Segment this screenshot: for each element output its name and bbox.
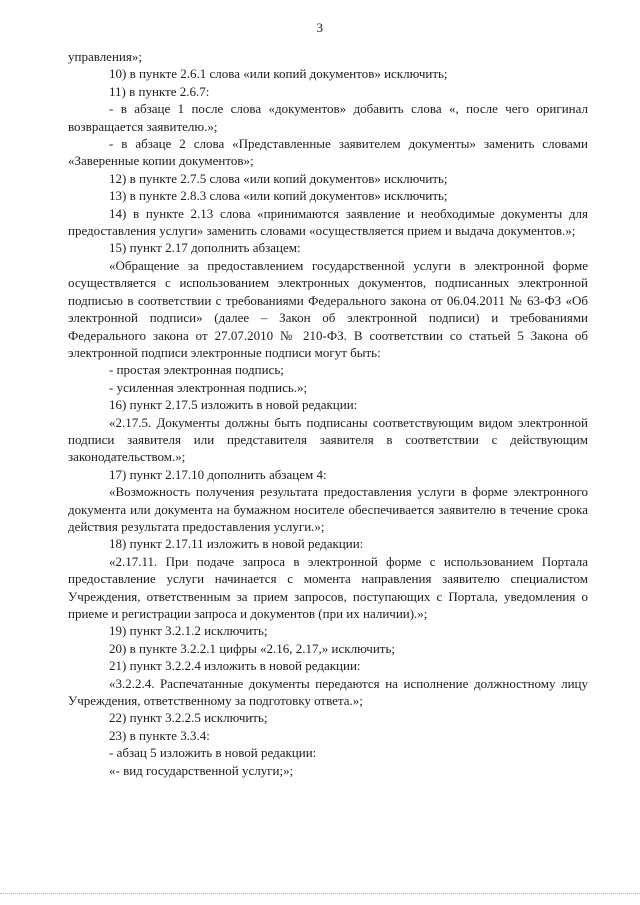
document-paragraph: «Обращение за предоставлением государственной услуги в электронной форме осуществляется с использованием электронных документов, подписанных электронной подписью в соответствии с требованиями Федерального закона от 06.04.2011 № 63-ФЗ «Об электронной подписи» (далее – Закон об электронной подписи) и требованиями Федерального закона от 27.07.2010 № 210-ФЗ. В соответствии со статьей 5 Закона об электронной подписи электронные подписи могут быть: — [68, 257, 588, 360]
page-bottom-edge — [0, 893, 640, 894]
document-paragraph: 10) в пункте 2.6.1 слова «или копий документов» исключить; — [109, 66, 448, 82]
document-paragraph: «2.17.11. При подаче запроса в электронной форме с использованием Портала предоставление услуги начинается с момента направления заявителю специалистом Учреждения, ответственным за прием запросов, поступающих с Портала, уведомления о приеме и регистрации запроса и документов (при их наличии).»; — [68, 553, 588, 621]
document-paragraph: 13) в пункте 2.8.3 слова «или копий документов» исключить; — [109, 188, 448, 204]
document-paragraph: 15) пункт 2.17 дополнить абзацем: — [109, 240, 301, 256]
document-paragraph: 11) в пункте 2.6.7: — [109, 83, 210, 99]
document-paragraph: 18) пункт 2.17.11 изложить в новой редакции: — [109, 536, 364, 552]
document-paragraph: - в абзаце 1 после слова «документов» добавить слова «, после чего оригинал возвращается заявителю.»; — [68, 101, 588, 134]
document-paragraph: 23) в пункте 3.3.4: — [109, 727, 210, 743]
document-paragraph: - абзац 5 изложить в новой редакции: — [109, 745, 317, 761]
document-paragraph: 14) в пункте 2.13 слова «принимаются заявление и необходимые документы для предоставления услуги» заменить словами «осуществляется прием и выдача документов.»; — [68, 205, 588, 239]
page-number: 3 — [316, 20, 324, 35]
document-paragraph: - в абзаце 2 слова «Представленные заявителем документы» заменить словами «Заверенные копии документов»; — [68, 136, 588, 169]
document-paragraph: управления»; — [68, 49, 142, 64]
document-paragraph: «Возможность получения результата предоставления услуги в форме электронного документа или документа на бумажном носителе обеспечивается заявителю в течение срока действия результата предоставления услуги.»; — [68, 484, 588, 534]
document-paragraph: 19) пункт 3.2.1.2 исключить; — [109, 623, 268, 639]
document-paragraph: - усиленная электронная подпись.»; — [109, 379, 308, 395]
document-paragraph: 12) в пункте 2.7.5 слова «или копий документов» исключить; — [109, 170, 448, 186]
document-paragraph: 22) пункт 3.2.2.5 исключить; — [109, 710, 268, 726]
document-paragraph: 17) пункт 2.17.10 дополнить абзацем 4: — [109, 466, 327, 482]
document-paragraph: «2.17.5. Документы должны быть подписаны соответствующим видом электронной подписи заявителя или представителя заявителя в соответствии с действующим законодательством.»; — [68, 414, 588, 465]
document-paragraph: - простая электронная подпись; — [109, 362, 284, 378]
document-paragraph: 21) пункт 3.2.2.4 изложить в новой редакции: — [109, 658, 361, 674]
document-body — [68, 48, 588, 779]
document-paragraph: 16) пункт 2.17.5 изложить в новой редакции: — [109, 397, 358, 413]
document-paragraph: «- вид государственной услуги;»; — [109, 762, 294, 778]
document-paragraph: «3.2.2.4. Распечатанные документы передаются на исполнение должностному лицу Учреждения, ответственному за подготовку ответа.»; — [68, 675, 588, 709]
document-paragraph: 20) в пункте 3.2.2.1 цифры «2.16, 2.17,» исключить; — [109, 640, 396, 656]
